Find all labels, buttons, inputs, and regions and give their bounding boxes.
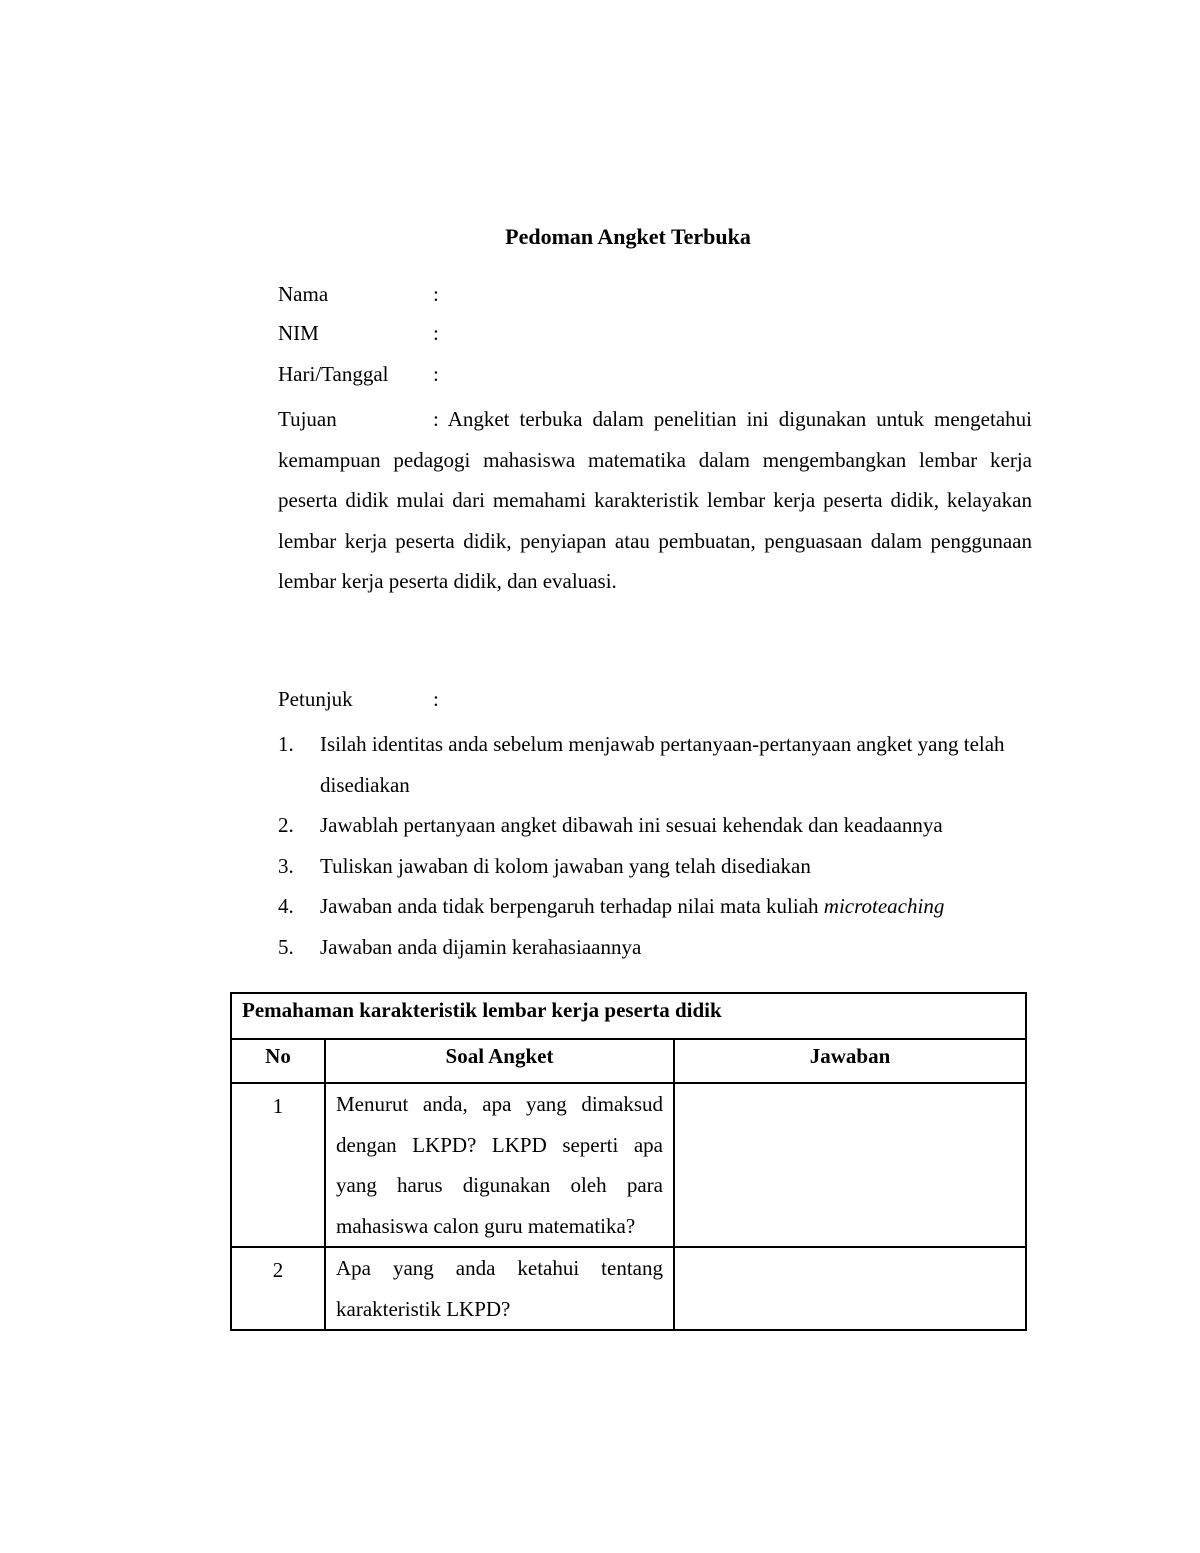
list-item-text: Isilah identitas anda sebelum menjawab pertanyaan-pertanyaan angket yang telah disediakan (320, 732, 1005, 797)
list-item-text: Tuliskan jawaban di kolom jawaban yang telah disediakan (320, 853, 811, 878)
list-item-number: 1. (278, 732, 294, 756)
table-section-title: Pemahaman karakteristik lembar kerja peserta didik (231, 993, 1026, 1039)
row-answer-cell[interactable] (674, 1083, 1026, 1247)
list-item (278, 724, 1038, 805)
list-item-text: Jawablah pertanyaan angket dibawah ini sesuai kehendak dan keadaannya (320, 813, 943, 837)
tujuan-label: Tujuan (278, 407, 337, 431)
list-item-text: Jawaban anda dijamin kerahasiaannya (320, 934, 642, 959)
petunjuk-list (278, 724, 1038, 967)
row-question: Apa yang anda ketahui tentang karakteristik LKPD? (325, 1247, 674, 1330)
header-no: No (231, 1039, 325, 1083)
table-header-row (231, 1039, 1026, 1083)
field-nama-colon: : (433, 282, 439, 306)
row-question: Menurut anda, apa yang dimaksud dengan LKPD? LKPD seperti apa yang harus digunakan oleh para mahasiswa calon guru matematika? (325, 1083, 674, 1247)
table-row (231, 1247, 1026, 1330)
list-item-number: 5. (278, 934, 294, 959)
list-item-number: 2. (278, 813, 294, 837)
tujuan-colon: : (433, 407, 439, 431)
petunjuk-label: Petunjuk (278, 687, 353, 711)
header-soal-angket: Soal Angket (325, 1039, 674, 1083)
list-item (278, 846, 1038, 887)
row-number: 2 (231, 1247, 325, 1330)
row-number: 1 (231, 1083, 325, 1247)
list-item-italic-term: microteaching (823, 894, 945, 918)
petunjuk-colon: : (433, 687, 439, 711)
field-hari-tanggal-label: Hari/Tanggal (278, 362, 389, 386)
list-item (278, 886, 1038, 927)
table-section-row (231, 993, 1026, 1039)
list-item (278, 927, 1038, 968)
list-item (278, 805, 1038, 846)
list-item-number: 4. (278, 894, 294, 918)
page-title: Pedoman Angket Terbuka (505, 224, 751, 249)
angket-table (230, 992, 1027, 1331)
tujuan-paragraph (278, 399, 1032, 602)
list-item-number: 3. (278, 853, 294, 878)
field-nim-colon: : (433, 321, 439, 345)
row-answer-cell[interactable] (674, 1247, 1026, 1330)
field-nama-label: Nama (278, 282, 329, 306)
header-jawaban: Jawaban (674, 1039, 1026, 1083)
tujuan-text: Angket terbuka dalam penelitian ini digunakan untuk mengetahui kemampuan pedagogi mahasiswa matematika dalam mengembangkan lembar kerja peserta didik mulai dari memahami karakteristik lembar kerja peserta didik, kelayakan lembar kerja peserta didik, penyiapan atau pembuatan, penguasaan dalam penggunaan lembar kerja peserta didik, dan evaluasi. (278, 407, 1032, 594)
list-item-text: Jawaban anda tidak berpengaruh terhadap nilai mata kuliah (320, 894, 824, 918)
table-row (231, 1083, 1026, 1247)
field-hari-tanggal-colon: : (433, 362, 439, 386)
field-nim-label: NIM (278, 321, 319, 345)
